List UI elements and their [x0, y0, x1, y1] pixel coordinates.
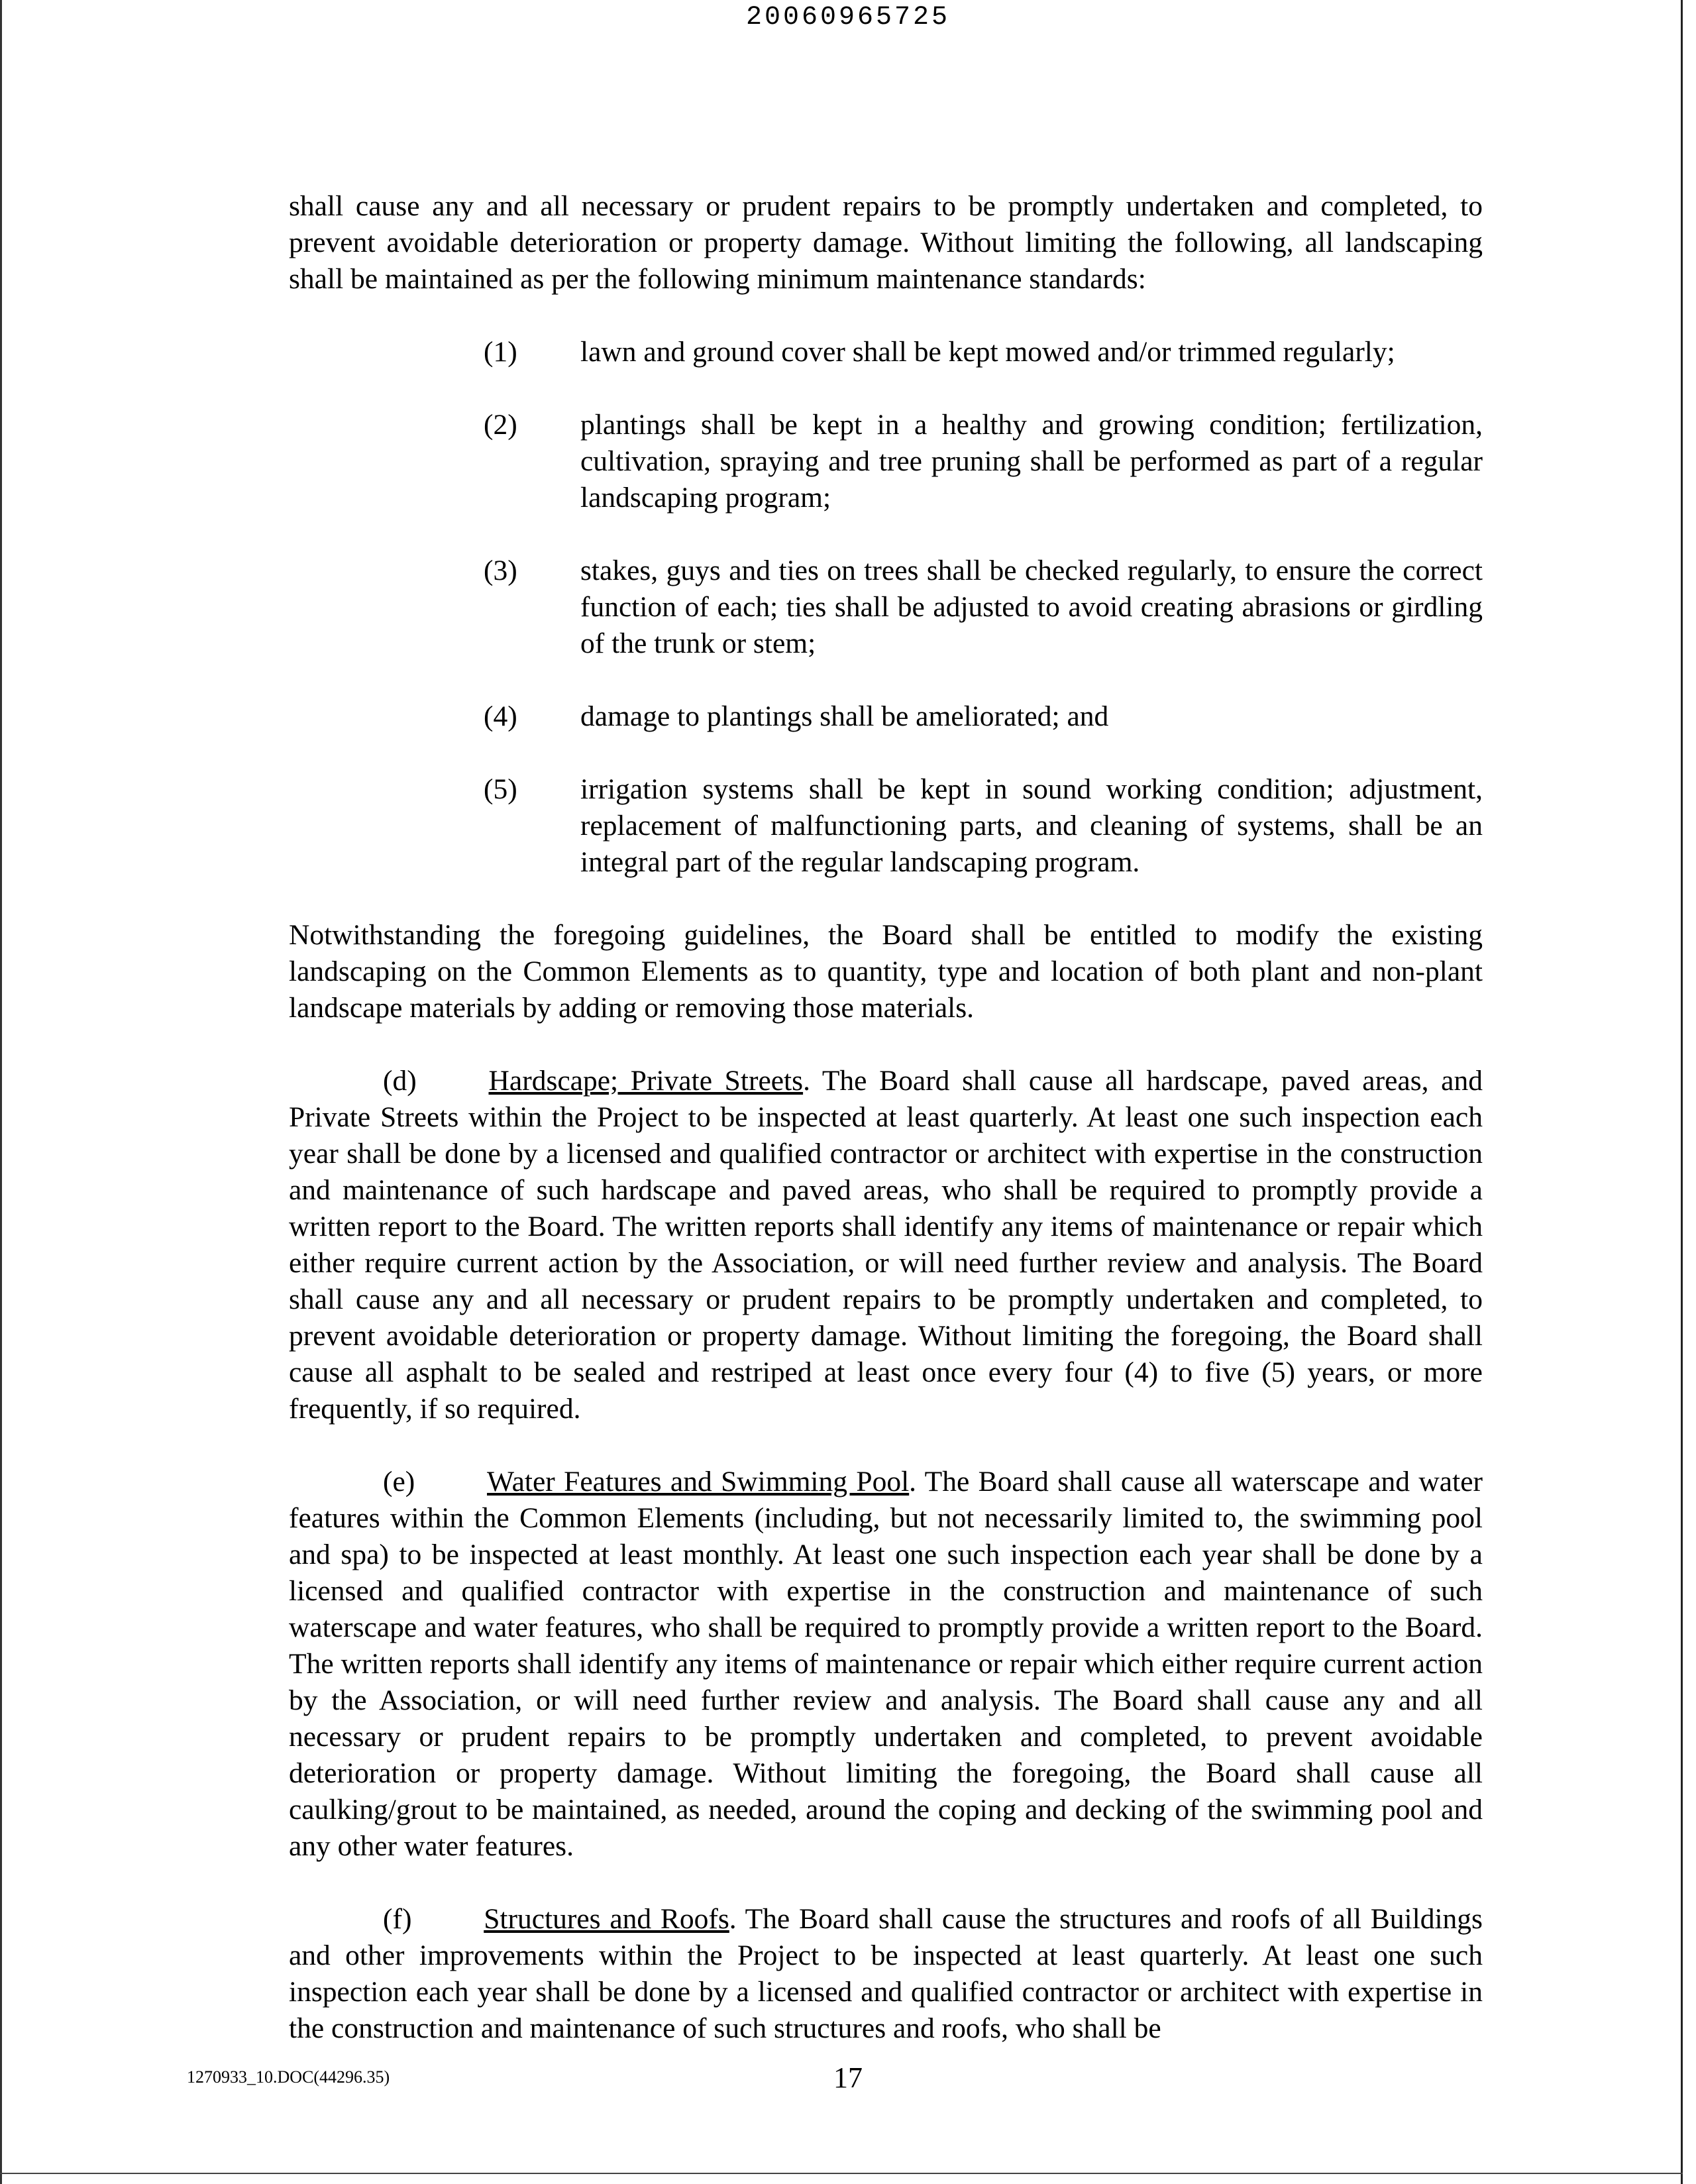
list-item-number: (5): [484, 773, 517, 805]
intro-paragraph: shall cause any and all necessary or prudent repairs to be promptly undertaken and completed, to prevent avoidable deterioration or property damage. Without limiting the following, all landscaping shall be maintained as per the following minimum maintenance standards:: [289, 190, 1483, 295]
left-margin-rule: [0, 0, 2, 2184]
document-number: 20060965725: [745, 3, 951, 32]
footer-document-id: 1270933_10.DOC(44296.35): [187, 2067, 390, 2087]
list-item-text: irrigation systems shall be kept in sound working condition; adjustment, replacement of malfunctioning parts, and cleaning of systems, shall be an integral part of the regular landscaping program.: [580, 773, 1483, 878]
list-item-text: plantings shall be kept in a healthy and growing condition; fertilization, cultivation, spraying and tree pruning shall be performed as part of a regular landscaping program;: [580, 409, 1483, 514]
section-f-heading: Structures and Roofs: [484, 1903, 729, 1935]
list-item-text: stakes, guys and ties on trees shall be checked regularly, to ensure the correct function of each; ties shall be adjusted to avoid creating abrasions or girdling of the trunk or stem;: [580, 555, 1483, 659]
list-item-number: (4): [484, 700, 517, 732]
bottom-margin-rule: [0, 2173, 1683, 2174]
list-item: [289, 407, 1483, 516]
section-e-label: (e): [383, 1466, 415, 1498]
list-item: [289, 771, 1483, 881]
list-item-text: lawn and ground cover shall be kept mowed and/or trimmed regularly;: [580, 336, 1395, 368]
section-f-label: (f): [383, 1903, 412, 1935]
section-d-paragraph: [289, 1063, 1483, 1427]
list-item-number: (3): [484, 555, 517, 586]
list-item: [289, 553, 1483, 662]
list-item-number: (2): [484, 409, 517, 441]
section-e-heading: Water Features and Swimming Pool: [487, 1466, 910, 1498]
section-e-paragraph: [289, 1464, 1483, 1865]
maintenance-standards-list: [289, 334, 1483, 881]
list-item: [289, 698, 1483, 735]
section-d-heading: Hardscape; Private Streets: [488, 1065, 804, 1097]
notwithstanding-paragraph: Notwithstanding the foregoing guidelines, the Board shall be entitled to modify the existing landscaping on the Common Elements as to quantity, type and location of both plant and non-plant landscape materials by adding or removing those materials.: [289, 919, 1483, 1024]
section-d-label: (d): [383, 1065, 417, 1097]
section-e-text: . The Board shall cause all waterscape and water features within the Common Elements (including, but not necessarily limited to, the swimming pool and spa) to be inspected at least monthly. At least one such inspection each year shall be done by a licensed and qualified contractor with expertise in the construction and maintenance of such waterscape and water features, who shall be required to promptly provide a written report to the Board. The written reports shall identify any items of maintenance or repair which either require current action by the Association, or will need further review and analysis. The Board shall cause any and all necessary or prudent repairs to be promptly undertaken and completed, to prevent avoidable deterioration or property damage. Without limiting the foregoing, the Board shall cause all caulking/grout to be maintained, as needed, around the coping and decking of the swimming pool and any other water features.: [289, 1466, 1483, 1862]
page-body: [289, 188, 1483, 2083]
section-f-text: . The Board shall cause the structures and roofs of all Buildings and other improvements within the Project to be inspected at least quarterly. At least one such inspection each year shall be done by a licensed and qualified contractor or architect with expertise in the construction and maintenance of such structures and roofs, who shall be: [289, 1903, 1483, 2044]
section-f-paragraph: [289, 1901, 1483, 2047]
list-item-text: damage to plantings shall be ameliorated; and: [580, 700, 1109, 732]
right-margin-rule: [1681, 0, 1683, 2184]
list-item: [289, 334, 1483, 370]
page-number: 17: [833, 2061, 863, 2094]
section-d-text: . The Board shall cause all hardscape, paved areas, and Private Streets within the Project to be inspected at least quarterly. At least one such inspection each year shall be done by a licensed and qualified contractor or architect with expertise in the construction and maintenance of such hardscape and paved areas, who shall be required to promptly provide a written report to the Board. The written reports shall identify any items of maintenance or repair which either require current action by the Association, or will need further review and analysis. The Board shall cause any and all necessary or prudent repairs to be promptly undertaken and completed, to prevent avoidable deterioration or property damage. Without limiting the foregoing, the Board shall cause all asphalt to be sealed and restriped at least once every four (4) to five (5) years, or more frequently, if so required.: [289, 1065, 1483, 1425]
list-item-number: (1): [484, 336, 517, 368]
